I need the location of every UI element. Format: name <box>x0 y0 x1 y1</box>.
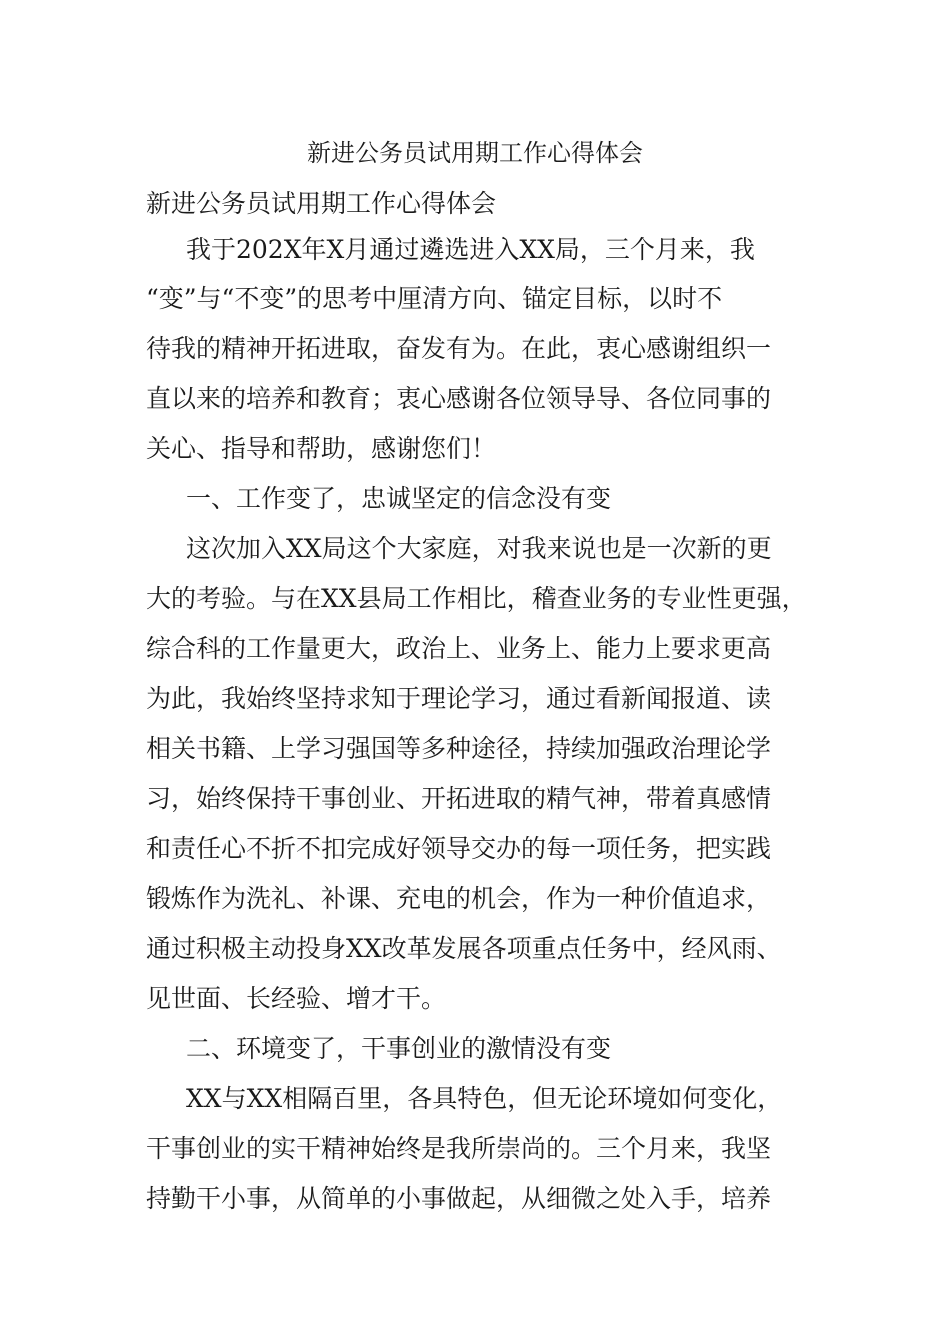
document-title: 新进公务员试用期工作心得体会 <box>307 139 643 167</box>
section-heading-2: 二、环境变了，干事创业的激情没有变 <box>186 1034 612 1063</box>
paragraph-line: 见世面、长经验、增才干。 <box>146 984 447 1013</box>
paragraph-line: 我于202X年X月通过遴选进入XX局，三个月来，我 <box>186 235 755 264</box>
paragraph-line: 相关书籍、上学习强国等多种途径，持续加强政治理论学 <box>146 734 772 763</box>
paragraph-line: 为此，我始终坚持求知于理论学习，通过看新闻报道、读 <box>146 684 772 713</box>
paragraph-line: “变”与“不变”的思考中厘清方向、锚定目标，以时不 <box>146 284 723 313</box>
paragraph-line: 和责任心不折不扣完成好领导交办的每一项任务，把实践 <box>146 834 772 863</box>
paragraph-line: 习，始终保持干事创业、开拓进取的精气神，带着真感情 <box>146 784 772 813</box>
paragraph-line: 综合科的工作量更大，政治上、业务上、能力上要求更高 <box>146 634 772 663</box>
paragraph-line: 直以来的培养和教育；衷心感谢各位领导导、各位同事的 <box>146 384 772 413</box>
paragraph-line: 持勤干小事，从简单的小事做起，从细微之处入手，培养 <box>146 1184 772 1213</box>
paragraph-line: 锻炼作为洗礼、补课、充电的机会，作为一种价值追求， <box>146 884 772 913</box>
paragraph-line: 通过积极主动投身XX改革发展各项重点任务中，经风雨、 <box>146 934 782 963</box>
paragraph-line: 关心、指导和帮助，感谢您们！ <box>146 434 497 463</box>
paragraph-line: 待我的精神开拓进取，奋发有为。在此，衷心感谢组织一 <box>146 334 772 363</box>
section-heading-1: 一、工作变了，忠诚坚定的信念没有变 <box>186 484 612 513</box>
paragraph-line: 这次加入XX局这个大家庭，对我来说也是一次新的更 <box>186 534 772 563</box>
paragraph-line: XX与XX相隔百里，各具特色，但无论环境如何变化， <box>186 1084 783 1113</box>
paragraph-line: 干事创业的实干精神始终是我所崇尚的。三个月来，我坚 <box>146 1134 772 1163</box>
subtitle-line: 新进公务员试用期工作心得体会 <box>146 189 497 218</box>
paragraph-line: 大的考验。与在XX县局工作相比，稽查业务的专业性更强， <box>146 584 807 613</box>
